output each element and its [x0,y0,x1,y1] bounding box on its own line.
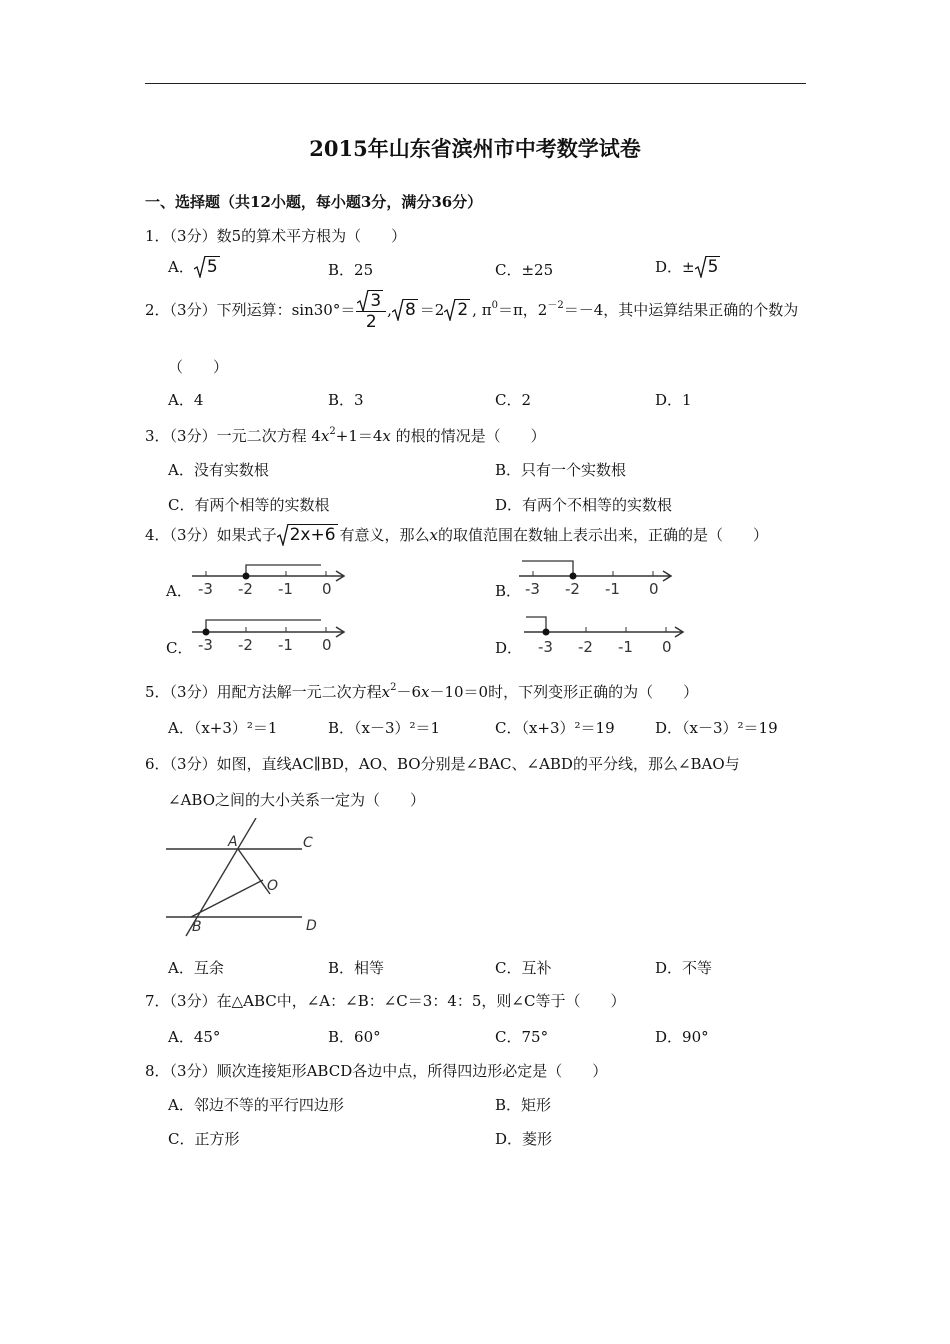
question-2-stem: 2．（3分）下列运算：sin30°＝ $\frac{3}{2}$ , 8 ＝2 2 , $\pi^0=\pi$，$2^{-2}=-4$，其中运算结果正确的个数为 [145,291,799,332]
header-rule [145,83,806,84]
q6-geometry-figure [160,818,330,940]
point-label-a: A [228,834,238,850]
svg-text:-1: -1 [278,580,293,598]
q4-option-b-number-line[interactable] [515,558,680,600]
q1-option-a[interactable] [168,256,222,277]
point-label-o: O [267,878,279,894]
q8-option-b[interactable]: B．矩形 [495,1096,552,1114]
svg-text:-1: -1 [618,638,633,656]
q3-option-d[interactable]: D．有两个不相等的实数根 [495,496,673,514]
svg-text:-2: -2 [565,580,580,598]
q7-option-d[interactable]: D．90° [655,1028,709,1046]
svg-text:0: 0 [322,636,332,654]
q4-option-a-label[interactable]: A． [166,582,192,600]
q4-option-d-number-line[interactable] [520,614,690,658]
q5-option-b[interactable]: B．（x－3）²＝1 [328,719,441,737]
sqrt-expression: 2 [444,299,470,320]
q3-option-c[interactable]: C．有两个相等的实数根 [168,496,330,514]
option-label: D．± [655,258,695,276]
q5-option-c[interactable]: C．（x+3）²＝19 [495,719,615,737]
q2-option-a[interactable]: A．4 [168,391,204,409]
q2-option-b[interactable]: B．3 [328,391,364,409]
q5-option-a[interactable]: A．（x+3）²＝1 [168,719,278,737]
question-6-stem-line-2: ∠ABO之间的大小关系一定为（ ） [168,791,426,809]
q1-option-d[interactable] [655,256,722,277]
svg-text:-1: -1 [278,636,293,654]
q6-option-d[interactable]: D．不等 [655,959,713,977]
q4-option-b-label[interactable]: B． [495,582,522,600]
point-label-b: B [192,919,202,935]
svg-text:-2: -2 [238,580,253,598]
q6-option-b[interactable]: B．相等 [328,959,385,977]
q1-option-c[interactable]: C．±25 [495,261,554,279]
page-title: 2015年山东省滨州市中考数学试卷 [309,136,641,161]
question-2-paren: （ ） [168,358,229,376]
point-label-d: D [306,918,317,934]
sqrt-expression: 5 [695,256,721,277]
question-6-stem-line-1: 6．（3分）如图，直线AC∥BD，AO、BO分别是∠BAC、∠ABD的平分线，那么∠BAO与 [145,755,740,773]
sqrt-expression: 2x+6 [277,524,338,545]
svg-text:-3: -3 [538,638,553,656]
q6-option-c[interactable]: C．互补 [495,959,552,977]
svg-text:-1: -1 [605,580,620,598]
q2-option-c[interactable]: C．2 [495,391,532,409]
svg-text:-3: -3 [525,580,540,598]
q8-option-c[interactable]: C．正方形 [168,1130,240,1148]
question-5-stem: 5．（3分）用配方法解一元二次方程$x^2-6x-10=0$时，下列变形正确的为（ ） [145,682,699,701]
q7-option-c[interactable]: C．75° [495,1028,549,1046]
question-7-stem: 7．（3分）在△ABC中，∠A：∠B：∠C＝3：4：5，则∠C等于（ ） [145,992,626,1010]
q8-option-a[interactable]: A．邻边不等的平行四边形 [168,1096,344,1114]
q4-option-c-number-line[interactable] [188,616,353,658]
svg-text:-3: -3 [198,580,213,598]
option-label: A． [168,258,194,276]
fraction: $\frac{3}{2}$ [356,290,386,332]
sqrt-expression: 5 [194,256,220,277]
svg-text:0: 0 [662,638,672,656]
sqrt-expression: 8 [392,299,418,320]
svg-text:-2: -2 [238,636,253,654]
q4-option-d-label[interactable]: D． [495,639,523,657]
q1-option-b[interactable]: B．25 [328,261,374,279]
svg-text:-2: -2 [578,638,593,656]
question-3-stem: 3．（3分）一元二次方程 $4x^2+1=4x$ 的根的情况是（ ） [145,426,546,445]
q3-option-b[interactable]: B．只有一个实数根 [495,461,627,479]
bisector-bo [191,880,263,917]
svg-text:-3: -3 [198,636,213,654]
q3-option-a[interactable]: A．没有实数根 [168,461,269,479]
svg-text:0: 0 [649,580,659,598]
bisector-ao [238,849,270,894]
svg-text:0: 0 [322,580,332,598]
point-label-c: C [303,835,313,851]
q2-option-d[interactable]: D．1 [655,391,692,409]
q7-option-a[interactable]: A．45° [168,1028,221,1046]
section-heading: 一、选择题（共12小题，每小题3分，满分36分） [145,193,483,211]
q7-option-b[interactable]: B．60° [328,1028,381,1046]
q4-option-c-label[interactable]: C． [166,639,193,657]
q8-option-d[interactable]: D．菱形 [495,1130,553,1148]
q5-option-d[interactable]: D．（x－3）²＝19 [655,719,778,737]
question-8-stem: 8．（3分）顺次连接矩形ABCD各边中点，所得四边形必定是（ ） [145,1062,608,1080]
question-4-stem: 4．（3分）如果式子 2x+6 有意义，那么x的取值范围在数轴上表示出来，正确的是（ ） [145,525,769,545]
question-1-stem: 1．（3分）数5的算术平方根为（ ） [145,227,407,245]
q4-option-a-number-line[interactable] [188,560,353,602]
q6-option-a[interactable]: A．互余 [168,959,224,977]
